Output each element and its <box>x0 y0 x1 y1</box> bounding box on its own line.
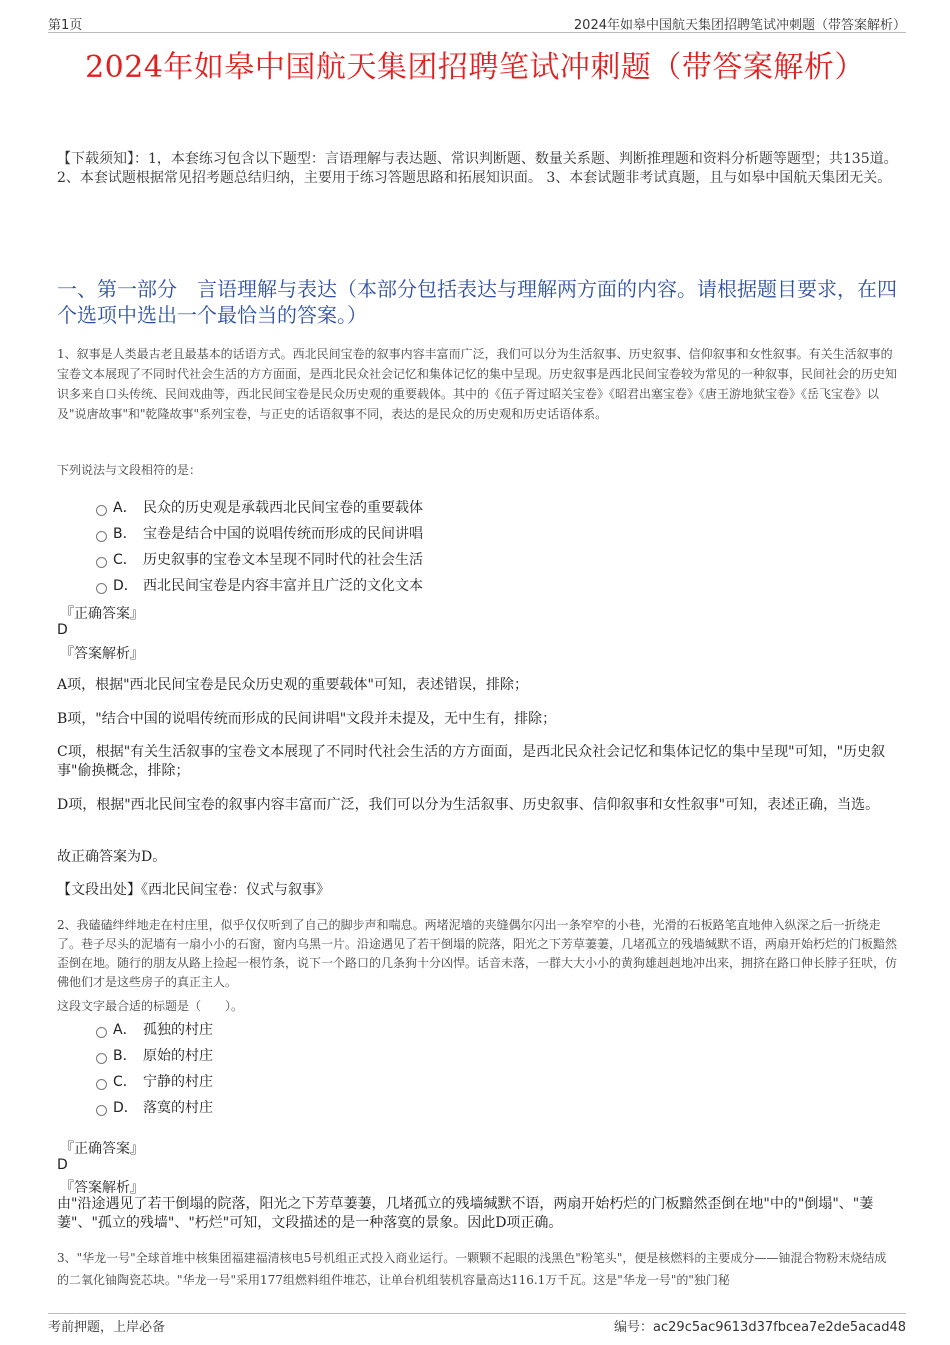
q1-option-d[interactable]: D． 西北民间宝卷是内容丰富并且广泛的文化文本 <box>96 575 423 595</box>
q1-analysis-b: B项，"结合中国的说唱传统而形成的民间讲唱"文段并未提及，无中生有，排除； <box>57 711 557 727</box>
page-footer <box>48 1313 906 1336</box>
q1-analysis-a: A项，根据"西北民间宝卷是民众历史观的重要载体"可知，表述错误，排除； <box>57 677 528 693</box>
question-2-prompt: 这段文字最合适的标题是（ ）。 <box>57 999 244 1013</box>
q1-answer: D <box>57 622 68 638</box>
radio-icon[interactable] <box>96 1053 107 1064</box>
radio-icon[interactable] <box>96 1105 107 1116</box>
radio-icon[interactable] <box>96 505 107 516</box>
radio-icon[interactable] <box>96 531 107 542</box>
q2-option-b[interactable]: B． 原始的村庄 <box>96 1045 213 1065</box>
q1-option-b[interactable]: B． 宝卷是结合中国的说唱传统而形成的民间讲唱 <box>96 523 423 543</box>
q2-analysis: 由"沿途遇见了若干倒塌的院落，阳光之下芳草萋萋，几堵孤立的残墙缄默不语，两扇开始朽烂的门板黯然歪倒在地"中的"倒塌"、"萋萋"、"孤立的残墙"、"朽烂"可知，文段描述的是一种落寞的景象。因此D项正确。 <box>57 1196 874 1231</box>
q2-analysis-label: 『答案解析』 <box>60 1180 144 1196</box>
q1-option-c[interactable]: C． 历史叙事的宝卷文本呈现不同时代的社会生活 <box>96 549 423 569</box>
q2-answer: D <box>57 1157 68 1173</box>
question-2-stem: 2、我磕磕绊绊地走在村庄里，似乎仅仅听到了自己的脚步声和喘息。两堵泥墙的夹缝偶尔闪出一条窄窄的小巷，光滑的石板路笔直地伸入纵深之后一折绕走了。巷子尽头的泥墙有一扇小小的石窗，窗内乌黑一片。沿途遇见了若干倒塌的院落，阳光之下芳草萋萋，几堵孤立的残墙缄默不语，两扇开始朽烂的门板黯然歪倒在地。随行的朋友从路上捡起一根竹条，说下一个路口的几条狗十分凶悍。话音未落，一群大大小小的黄狗雄赳赳地冲出来，拥挤在路口伸长脖子狂吠，仿佛他们才是这些房子的真正主人。 <box>57 918 898 989</box>
q2-answer-label: 『正确答案』 <box>60 1141 144 1157</box>
q1-analysis-d: D项，根据"西北民间宝卷的叙事内容丰富而广泛，我们可以分为生活叙事、历史叙事、信仰叙事和女性叙事"可知，表述正确，当选。 <box>57 797 880 813</box>
q1-analysis-label: 『答案解析』 <box>60 646 144 662</box>
section-heading: 一、第一部分 言语理解与表达（本部分包括表达与理解两方面的内容。请根据题目要求，在四个选项中选出一个最恰当的答案。） <box>57 277 897 327</box>
q1-analysis-c: C项，根据"有关生活叙事的宝卷文本展现了不同时代社会生活的方方面面，是西北民众社会记忆和集体记忆的集中呈现"可知，"历史叙事"偷换概念，排除； <box>57 744 886 779</box>
radio-icon[interactable] <box>96 1079 107 1090</box>
q2-option-a[interactable]: A． 孤独的村庄 <box>96 1019 213 1039</box>
footer-serial: 编号：ac29c5ac9613d37fbcea7e2de5acad48 <box>614 1320 906 1335</box>
radio-icon[interactable] <box>96 1027 107 1038</box>
page-number: 第1页 <box>48 18 83 33</box>
q1-answer-label: 『正确答案』 <box>60 606 144 622</box>
radio-icon[interactable] <box>96 583 107 594</box>
question-1-stem: 1、叙事是人类最古老且最基本的话语方式。西北民间宝卷的叙事内容丰富而广泛，我们可以分为生活叙事、历史叙事、信仰叙事和女性叙事。有关生活叙事的宝卷文本展现了不同时代社会生活的方方面面，是西北民众社会记忆和集体记忆的集中呈现。历史叙事是西北民间宝卷较为常见的一种叙事，民间社会的历史知识多来自口头传统、民间戏曲等，西北民间宝卷是民众历史观的重要载体。其中的《伍子胥过昭关宝卷》《昭君出塞宝卷》《唐王游地狱宝卷》《岳飞宝卷》以及"说唐故事"和"乾隆故事"系列宝卷，与正史的话语叙事不同，表达的是民众的历史观和历史话语体系。 <box>57 347 898 421</box>
q2-option-c[interactable]: C． 宁静的村庄 <box>96 1071 213 1091</box>
question-1-prompt: 下列说法与文段相符的是： <box>57 463 202 477</box>
page-header <box>48 12 906 33</box>
q1-source: 【文段出处】《西北民间宝卷：仪式与叙事》 <box>57 882 330 898</box>
q1-conclusion: 故正确答案为D。 <box>57 849 167 865</box>
footer-slogan: 考前押题，上岸必备 <box>48 1320 166 1335</box>
document-title: 2024年如皋中国航天集团招聘笔试冲刺题（带答案解析） <box>85 50 865 85</box>
question-3-stem: 3、"华龙一号"全球首堆中核集团福建福清核电5号机组正式投入商业运行。一颗颗不起眼的浅黑色"粉笔头"，便是核燃料的主要成分——铀混合物粉末烧结成的二氧化铀陶瓷芯块。"华龙一号"采用177组燃料组件堆芯，让单台机组装机容量高达116.1万千瓦。这是"华龙一号"的"独门秘 <box>57 1251 887 1287</box>
q2-option-d[interactable]: D． 落寞的村庄 <box>96 1097 213 1117</box>
download-notice: 【下载须知】：1，本套练习包含以下题型：言语理解与表达题、常识判断题、数量关系题、判断推理题和资料分析题等题型；共135道。 2、本套试题根据常见招考题总结归纳，主要用于练习答题思路和拓展知识面。 3、本套试题非考试真题，且与如皋中国航天集团无关。 <box>57 151 898 186</box>
header-doc-title: 2024年如皋中国航天集团招聘笔试冲刺题（带答案解析） <box>573 18 906 33</box>
radio-icon[interactable] <box>96 557 107 568</box>
q1-option-a[interactable]: A． 民众的历史观是承载西北民间宝卷的重要载体 <box>96 497 423 517</box>
